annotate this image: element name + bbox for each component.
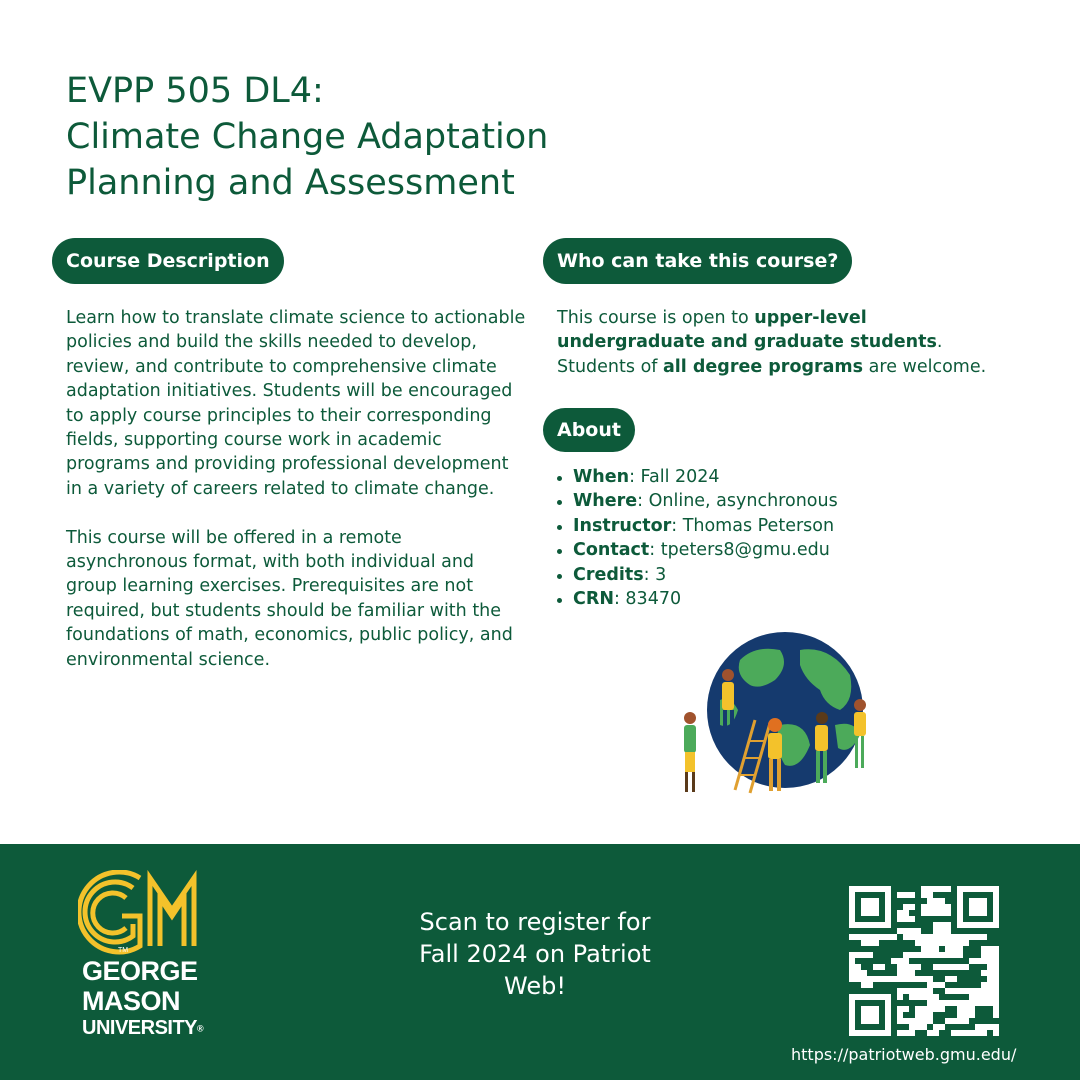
about-item-where <box>557 489 838 513</box>
earth-care-illustration-icon <box>660 630 890 805</box>
who-text-2: . Students of <box>557 332 943 377</box>
about-item-contact <box>557 538 838 562</box>
logo-line-1: GEORGE <box>82 956 198 986</box>
cta-line-2: Fall 2024 on Patriot <box>419 940 651 968</box>
cta-line-3: Web! <box>504 972 566 1000</box>
course-description-heading: Course Description <box>52 238 284 284</box>
logo-line-3-text: UNIVERSITY <box>82 1017 198 1039</box>
register-call-to-action <box>385 906 685 1002</box>
qr-code-icon[interactable] <box>849 886 999 1036</box>
about-value: : Thomas Peterson <box>671 515 835 536</box>
about-label: Where <box>573 491 638 512</box>
logo-line-2: MASON <box>82 986 180 1016</box>
about-item-when <box>557 465 838 489</box>
cta-line-1: Scan to register for <box>419 908 651 936</box>
who-heading: Who can take this course? <box>543 238 852 284</box>
about-item-instructor <box>557 514 838 538</box>
university-name <box>82 956 203 1041</box>
trademark-mark: TM <box>118 947 129 954</box>
about-heading: About <box>543 408 635 452</box>
register-url[interactable]: https://patriotweb.gmu.edu/ <box>791 1045 1017 1064</box>
about-label: Instructor <box>573 515 672 536</box>
about-list <box>557 465 838 611</box>
who-bold-programs: all degree programs <box>663 356 864 377</box>
about-label: When <box>573 467 630 487</box>
course-description <box>66 306 526 696</box>
about-item-credits <box>557 563 838 587</box>
description-paragraph-1: Learn how to translate climate science to actionable policies and build the skills needed to develop, review, and contribute to comprehensive climate adaptation initiatives. Students will be encouraged to apply course principles to their corresponding fields, supporting course work in academic programs and providing professional development in a variety of careers related to climate change. <box>66 308 526 499</box>
registered-mark: ® <box>197 1023 204 1034</box>
about-label: Credits <box>573 564 644 585</box>
page-title <box>66 68 766 206</box>
about-value: : Online, asynchronous <box>637 491 838 512</box>
who-bold-audience: upper-level undergraduate and graduate students <box>557 308 937 353</box>
about-item-crn <box>557 587 838 611</box>
logo-line-3 <box>82 1016 203 1041</box>
title-line-3: Planning and Assessment <box>66 163 515 203</box>
about-value: : 3 <box>643 564 667 585</box>
about-label: CRN <box>573 589 614 610</box>
about-label: Contact <box>573 540 650 561</box>
about-value: : 83470 <box>613 589 682 610</box>
who-text-1: This course is open to <box>557 308 755 328</box>
description-paragraph-2: This course will be offered in a remote asynchronous format, with both individual and group learning exercises. Prerequisites are not required, but students should be familiar with the foundations of math, economics, public policy, and environmental science. <box>66 527 513 670</box>
title-line-1: EVPP 505 DL4: <box>66 71 324 111</box>
about-value: : Fall 2024 <box>629 467 720 487</box>
about-value: : tpeters8@gmu.edu <box>649 540 830 561</box>
who-text <box>557 306 997 379</box>
who-text-3: are welcome. <box>863 356 987 377</box>
title-line-2: Climate Change Adaptation <box>66 117 549 157</box>
